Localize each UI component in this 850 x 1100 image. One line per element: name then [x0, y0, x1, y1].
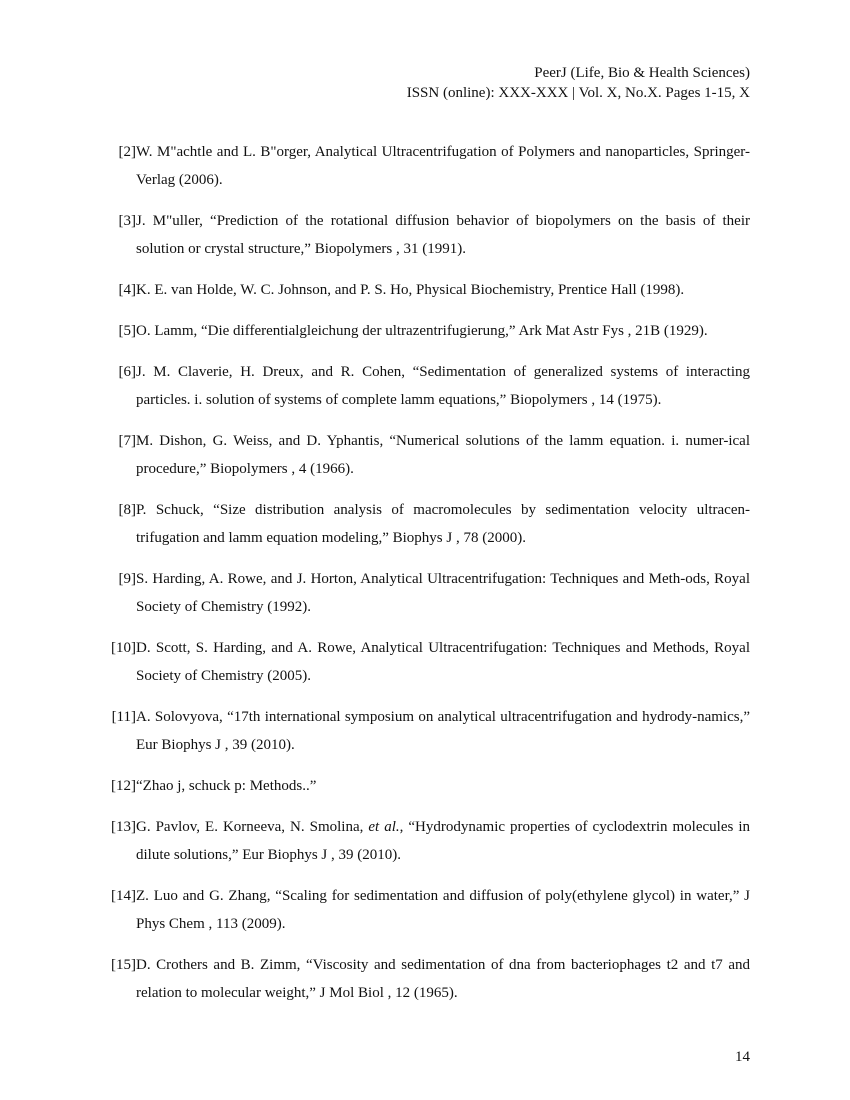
references-list: [90, 138, 750, 1020]
reference-item: [90, 207, 750, 263]
reference-item: [90, 703, 750, 759]
reference-label: [8]: [118, 502, 136, 518]
reference-text: Z. Luo and G. Zhang, “Scaling for sedimentation and diffusion of poly(ethylene glycol) in water,” J Phys Chem , 113 (2009).: [136, 888, 750, 932]
reference-item: [90, 634, 750, 690]
reference-text-start: G. Pavlov, E. Korneeva, N. Smolina,: [136, 819, 369, 835]
reference-label: [12]: [111, 778, 136, 794]
reference-text: O. Lamm, “Die differentialgleichung der ultrazentrifugierung,” Ark Mat Astr Fys , 21B (1929).: [136, 323, 708, 339]
reference-item: [90, 138, 750, 194]
reference-label: [3]: [118, 213, 136, 229]
reference-item: [90, 813, 750, 869]
reference-item: [90, 951, 750, 1007]
reference-item: [90, 496, 750, 552]
reference-item: [90, 565, 750, 621]
reference-label: [11]: [111, 709, 136, 725]
reference-label: [7]: [118, 433, 136, 449]
reference-et-al: et al.: [368, 819, 400, 835]
reference-item: [90, 772, 750, 800]
reference-label: [2]: [118, 144, 136, 160]
reference-text: M. Dishon, G. Weiss, and D. Yphantis, “Numerical solutions of the lamm equation. i. numer-ical procedure,” Biopolymers , 4 (1966).: [136, 433, 750, 477]
reference-item: [90, 427, 750, 483]
reference-text: D. Crothers and B. Zimm, “Viscosity and sedimentation of dna from bacteriophages t2 and t7 and relation to molecular weight,” J Mol Biol , 12 (1965).: [136, 957, 750, 1001]
page-number: 14: [735, 1049, 750, 1065]
reference-label: [10]: [111, 640, 136, 656]
reference-text: S. Harding, A. Rowe, and J. Horton, Analytical Ultracentrifugation: Techniques and Meth-ods, Royal Society of Chemistry (1992).: [136, 571, 750, 615]
reference-item: [90, 276, 750, 304]
reference-text-end: , “Hydrodynamic properties of cyclodextrin molecules in dilute solutions,” Eur Biophys J , 39 (2010).: [136, 819, 751, 863]
reference-text: W. M"achtle and L. B"orger, Analytical Ultracentrifugation of Polymers and nanoparticles, Springer-Verlag (2006).: [136, 144, 750, 188]
running-header: [407, 63, 750, 103]
reference-text: K. E. van Holde, W. C. Johnson, and P. S. Ho, Physical Biochemistry, Prentice Hall (1998).: [136, 282, 685, 298]
issn-volume-line: ISSN (online): XXX-XXX | Vol. X, No.X. Pages 1-15, X: [406, 85, 750, 101]
reference-label: [9]: [118, 571, 136, 587]
reference-text: P. Schuck, “Size distribution analysis of macromolecules by sedimentation velocity ultracen-trifugation and lamm equation modeling,” Biophys J , 78 (2000).: [136, 502, 750, 546]
reference-item: [90, 317, 750, 345]
reference-label: [13]: [111, 819, 136, 835]
reference-text: J. M"uller, “Prediction of the rotational diffusion behavior of biopolymers on the basis of their solution or crystal structure,” Biopolymers , 31 (1991).: [136, 213, 750, 257]
reference-label: [6]: [118, 364, 136, 380]
reference-text: [136, 813, 750, 869]
reference-label: [5]: [118, 323, 136, 339]
reference-item: [90, 358, 750, 414]
reference-text: “Zhao j, schuck p: Methods..”: [136, 778, 317, 794]
reference-label: [14]: [111, 888, 136, 904]
reference-text: D. Scott, S. Harding, and A. Rowe, Analytical Ultracentrifugation: Techniques and Methods, Royal Society of Chemistry (2005).: [136, 640, 750, 684]
reference-text: J. M. Claverie, H. Dreux, and R. Cohen, “Sedimentation of generalized systems of interacting particles. i. solution of systems of complete lamm equations,” Biopolymers , 14 (1975).: [136, 364, 750, 408]
reference-label: [15]: [111, 957, 136, 973]
journal-title: PeerJ (Life, Bio & Health Sciences): [534, 65, 750, 81]
reference-label: [4]: [118, 282, 136, 298]
reference-text: A. Solovyova, “17th international symposium on analytical ultracentrifugation and hydrody-namics,” Eur Biophys J , 39 (2010).: [136, 709, 750, 753]
reference-item: [90, 882, 750, 938]
